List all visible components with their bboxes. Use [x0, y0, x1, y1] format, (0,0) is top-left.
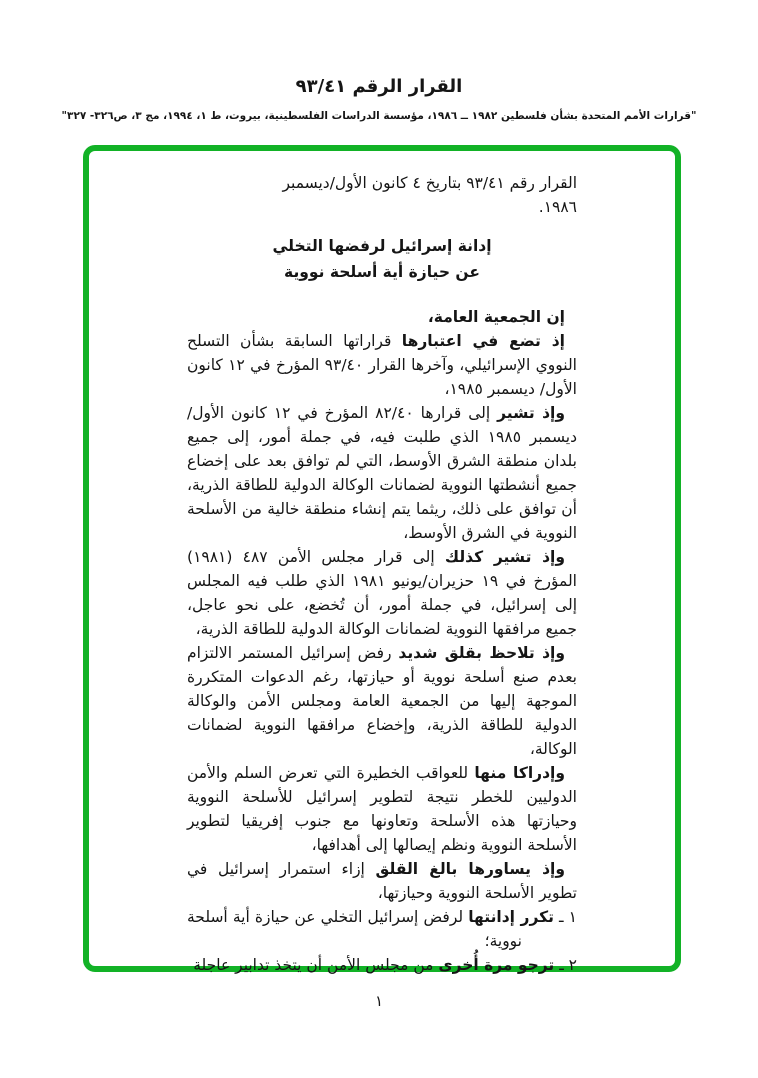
source-citation: "قرارات الأمم المتحدة بشأن فلسطين ١٩٨٢ ــ ١٩٨٦، مؤسسة الدراسات الفلسطينية، بيروت، ط ١، ١٩٩٤، مج ٣، ص٣٢٦- ٣٢٧"	[61, 110, 697, 122]
item-number: ٢	[568, 956, 577, 974]
paragraph-lead-phrase: وإذ تشير كذلك	[444, 548, 565, 566]
resolution-subtitle-line1: إدانة إسرائيل لرفضها التخلي	[272, 237, 492, 255]
resolution-box	[83, 145, 681, 972]
paragraph-text: رفض إسرائيل المستمر الالتزام بعدم صنع أسلحة نووية أو حيازتها، رغم الدعوات المتكررة الموجهة إليها من الجمعية العامة ومجلس الأمن والوكالة الدولية للطاقة الذرية، وإخضاع مرافقها النووية لضمانات الوكالة،	[187, 644, 577, 758]
paragraph-lead-phrase: وإذ تلاحظ بقلق شديد	[398, 644, 566, 662]
resolution-paragraph	[187, 761, 577, 857]
resolution-subtitle	[187, 233, 577, 285]
resolution-operative-item	[187, 953, 577, 977]
paragraph-text: قراراتها السابقة بشأن التسلح النووي الإسرائيلي، وآخرها القرار ٩٣/٤٠ المؤرخ في ١٢ كانون الأول/ ديسمبر ١٩٨٥،	[187, 332, 577, 398]
page-title: القرار الرقم ٩٣/٤١	[295, 76, 463, 97]
paragraph-text: إلى قرارها ٨٢/٤٠ المؤرخ في ١٢ كانون الأول/ ديسمبر ١٩٨٥ الذي طلبت فيه، في جملة أمور، إلى جميع بلدان منطقة الشرق الأوسط، التي لم توافق بعد على إخضاع جميع أنشطتها النووية لضمانات الوكالة الدولية للطاقة الذرية، أن توافق على ذلك، ريثما يتم إنشاء منطقة خالية من الأسلحة النووية في الشرق الأوسط،	[187, 404, 577, 542]
resolution-text-column	[187, 151, 577, 977]
paragraph-lead-phrase: إذ تضع في اعتبارها	[401, 332, 565, 350]
paragraph-lead-phrase: إن الجمعية العامة،	[427, 308, 565, 326]
resolution-paragraph	[187, 641, 577, 761]
resolution-date-line: القرار رقم ٩٣/٤١ بتاريخ ٤ كانون الأول/ديسمبر ١٩٨٦.	[282, 174, 577, 216]
resolution-paragraph	[187, 329, 577, 401]
resolution-paragraph	[187, 401, 577, 545]
resolution-operative-item	[187, 905, 577, 953]
item-separator: ـ	[559, 956, 564, 974]
page-number: ١	[374, 992, 384, 1010]
resolution-paragraph	[187, 305, 577, 329]
resolution-paragraph	[187, 857, 577, 905]
item-text: من مجلس الأمن أن يتخذ تدابير عاجلة	[193, 956, 439, 974]
paragraph-lead-phrase: وإدراكا منها	[474, 764, 565, 782]
item-separator: ـ	[559, 908, 564, 926]
paragraph-text: إلى قرار مجلس الأمن ٤٨٧ (١٩٨١) المؤرخ في ١٩ حزيران/يونيو ١٩٨١ الذي طلب فيه المجلس إلى إسرائيل، في جملة أمور، أن تُخضع، على نحو عاجل، جميع مرافقها النووية لضمانات الوكالة الدولية للطاقة الذرية،	[187, 548, 577, 638]
resolution-subtitle-line2: عن حيازة أية أسلحة نووية	[284, 263, 480, 281]
item-text: لرفض إسرائيل التخلي عن حيازة أية أسلحة نووية؛	[187, 908, 522, 950]
item-lead-phrase: ترجو مرة أُخرى	[438, 956, 555, 974]
item-number: ١	[568, 908, 577, 926]
paragraph-text: للعواقب الخطيرة التي تعرض السلم والأمن الدوليين للخطر نتيجة لتطوير إسرائيل للأسلحة النووية وحيازتها هذه الأسلحة وتعاونها مع جنوب إفريقيا لتطوير الأسلحة النووية ونظم إيصالها إلى أهدافها،	[187, 764, 577, 854]
paragraph-lead-phrase: وإذ تشير	[497, 404, 565, 422]
item-lead-phrase: تكرر إدانتها	[468, 908, 554, 926]
resolution-paragraph	[187, 545, 577, 641]
paragraph-text: إزاء استمرار إسرائيل في تطوير الأسلحة النووية وحيازتها،	[187, 860, 577, 902]
resolution-body	[187, 305, 577, 977]
paragraph-lead-phrase: وإذ يساورها بالغ القلق	[375, 860, 565, 878]
